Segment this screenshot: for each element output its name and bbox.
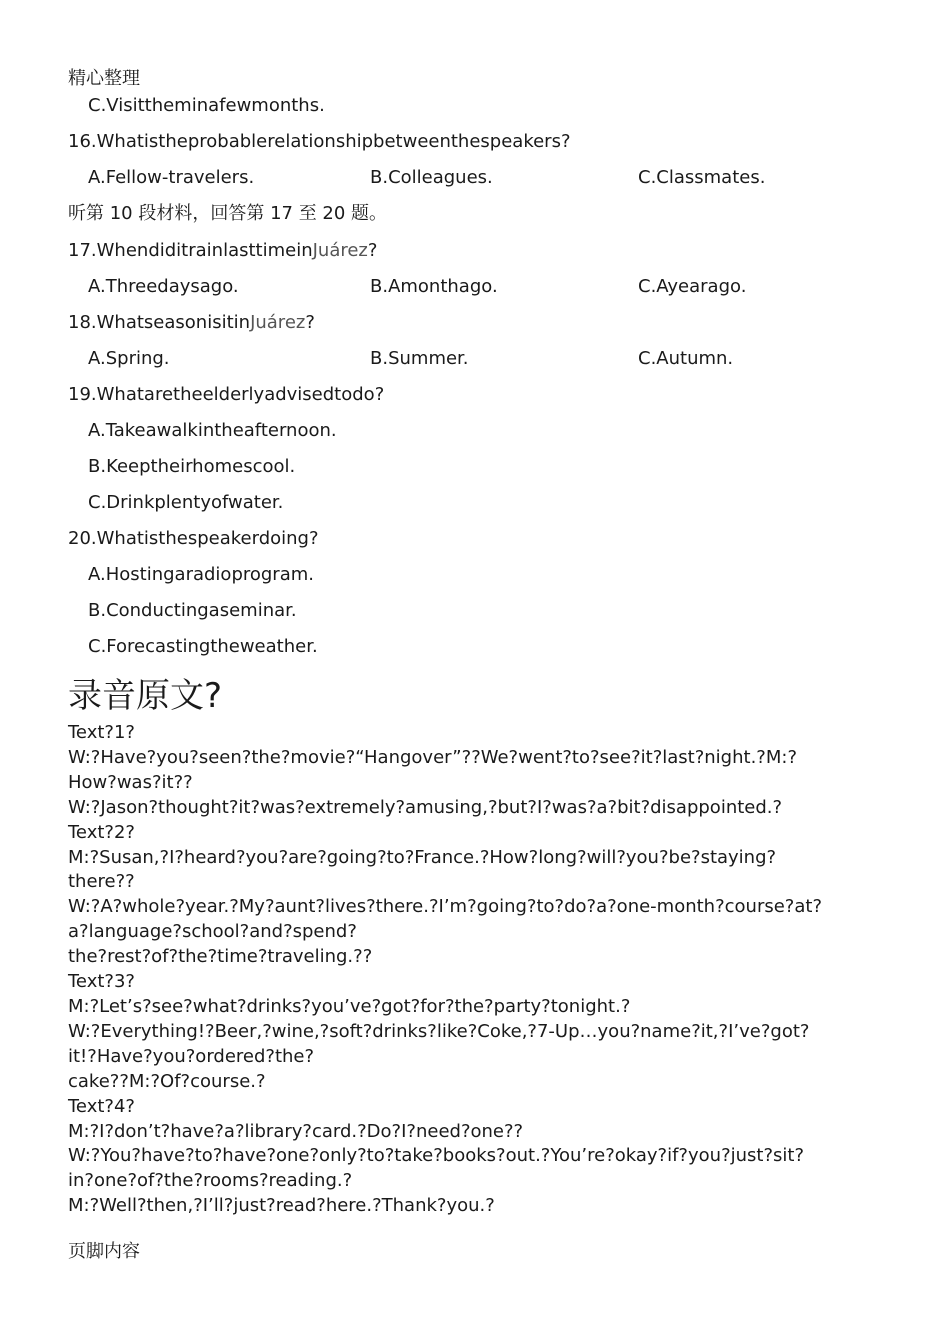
q19-option-a: A.Takeawalkintheafternoon. [88,420,337,441]
q20-option-b: B.Conductingaseminar. [88,600,297,621]
page-header: 精心整理 [68,68,140,89]
transcript-line: W:?Everything!?Beer,?wine,?soft?drinks?like?Coke,?7-Up…you?name?it,?I’ve?got? [68,1020,810,1042]
q18-option-c: C.Autumn. [638,348,734,369]
transcript-heading: 录音原文? [68,676,223,716]
transcript-line: Text?2? [68,821,135,843]
q20-option-c: C.Forecastingtheweather. [88,636,318,657]
transcript-line: Text?4? [68,1095,135,1117]
q17-question-place: Juárez [312,240,368,261]
transcript-line: cake??M:?Of?course.? [68,1070,266,1092]
transcript-line: M:?I?don’t?have?a?library?card.?Do?I?need?one?? [68,1120,524,1142]
transcript-line: there?? [68,871,135,893]
q18-option-a: A.Spring. [88,348,170,369]
transcript-line: the?rest?of?the?time?traveling.?? [68,946,373,968]
transcript-line: How?was?it?? [68,771,193,793]
q19-option-b: B.Keeptheirhomescool. [88,456,296,477]
q17-question-suffix: ? [367,240,378,261]
transcript-body [68,721,888,1219]
transcript-line: it!?Have?you?ordered?the? [68,1045,315,1067]
transcript-line: a?language?school?and?spend? [68,921,357,943]
q19-question: 19.Whataretheelderlyadvisedtodo? [68,384,385,405]
transcript-line: W:?You?have?to?have?one?only?to?take?books?out.?You’re?okay?if?you?just?sit? [68,1145,805,1167]
transcript-line: in?one?of?the?rooms?reading.? [68,1170,353,1192]
transcript-line: M:?Let’s?see?what?drinks?you’ve?got?for?the?party?tonight.? [68,995,631,1017]
q18-option-b: B.Summer. [370,348,469,369]
q18-question [68,312,315,334]
q19-option-c: C.Drinkplentyofwater. [88,492,284,513]
q16-option-b: B.Colleagues. [370,167,493,188]
q17-question [68,240,377,262]
q16-question: 16.Whatistheprobablerelationshipbetweenthespeakers? [68,131,571,152]
section-10-instruction: 听第 10 段材料，回答第 17 至 20 题。 [68,203,388,224]
q16-option-a: A.Fellow-travelers. [88,167,255,188]
q18-question-place: Juárez [250,312,306,333]
q17-question-prefix: 17.Whendiditrainlasttimein [68,240,313,261]
page-footer: 页脚内容 [68,1241,140,1262]
q17-option-b: B.Amonthago. [370,276,498,297]
q17-option-c: C.Ayearago. [638,276,747,297]
q20-option-a: A.Hostingaradioprogram. [88,564,314,585]
q15-option-c: C.Visittheminafewmonths. [88,95,325,116]
q18-question-suffix: ? [305,312,315,333]
q18-question-prefix: 18.Whatseasonisitin [68,312,251,333]
q16-option-c: C.Classmates. [638,167,766,188]
transcript-line: M:?Well?then,?I’ll?just?read?here.?Thank?you.? [68,1195,495,1217]
transcript-line: W:?A?whole?year.?My?aunt?lives?there.?I’m?going?to?do?a?one-month?course?at? [68,896,823,918]
q20-question: 20.Whatisthespeakerdoing? [68,528,319,549]
transcript-line: Text?3? [68,971,135,993]
transcript-line: W:?Jason?thought?it?was?extremely?amusing,?but?I?was?a?bit?disappointed.? [68,796,783,818]
q17-option-a: A.Threedaysago. [88,276,239,297]
transcript-line: Text?1? [68,722,135,743]
transcript-line: M:?Susan,?I?heard?you?are?going?to?France.?How?long?will?you?be?staying? [68,846,777,868]
transcript-line: W:?Have?you?seen?the?movie?“Hangover”??We?went?to?see?it?last?night.?M:? [68,746,797,768]
